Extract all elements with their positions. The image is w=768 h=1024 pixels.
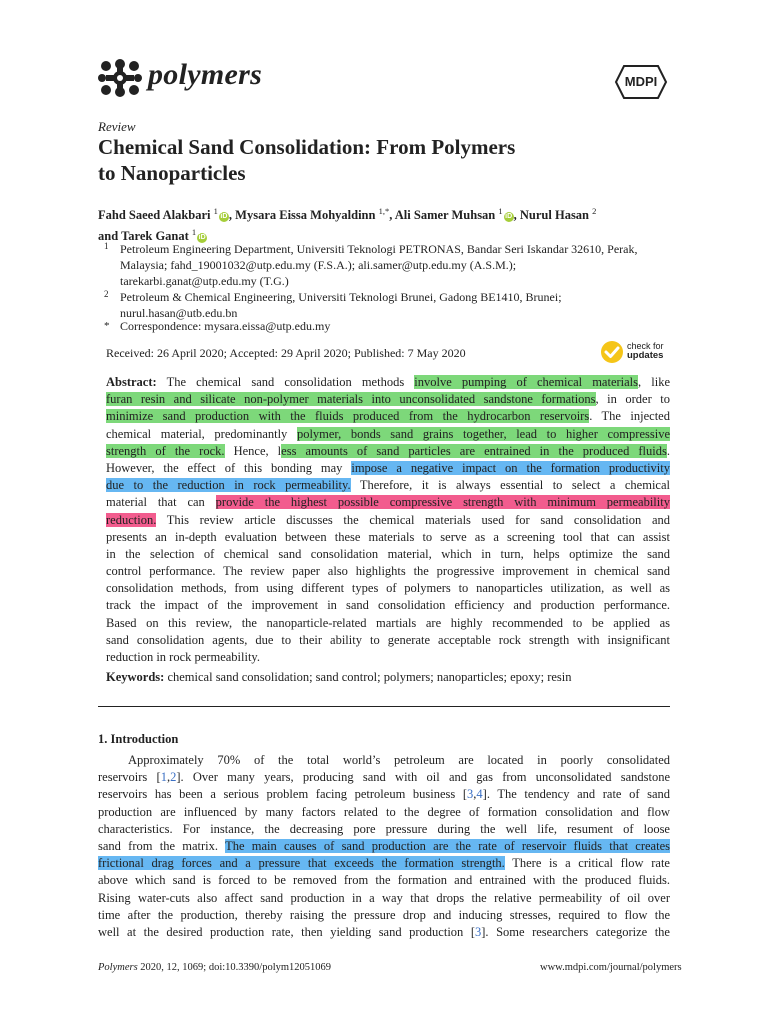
title-line-1: Chemical Sand Consolidation: From Polymers (98, 135, 516, 159)
citation-link[interactable]: 3 (467, 787, 474, 802)
affiliation-line: nurul.hasan@utb.edu.bn (120, 306, 238, 320)
check-updates-icon (600, 340, 624, 364)
abstract-line (106, 426, 670, 443)
abstract-text: . The injected (589, 409, 670, 424)
affiliation-1 (98, 241, 678, 289)
abstract-text: Hence, l (224, 443, 282, 458)
body-text: sand from the matrix. (98, 838, 226, 853)
keywords-label: Keywords: (106, 670, 165, 684)
affiliation-line: Petroleum & Chemical Engineering, Universiti Teknologi Brunei, Gadong BE1410, Brunei; (120, 290, 562, 304)
body-text: ]. Over many years, producing sand with oil and gas from unconsolidated sandstone (176, 770, 670, 785)
footer-url[interactable]: www.mdpi.com/journal/polymers (540, 962, 682, 973)
abstract-text: . (666, 443, 670, 458)
author-affiliation-sup: 1 (213, 206, 218, 216)
journal-name: polymers (148, 58, 263, 91)
highlight-green: strength of the rock. (106, 443, 225, 458)
abstract (106, 374, 670, 666)
abstract-line (106, 374, 670, 391)
author-separator: , (228, 208, 233, 223)
keywords (106, 670, 670, 685)
body-line (98, 924, 670, 941)
check-updates-line-2: updates (627, 350, 664, 361)
body-line: Approximately 70% of the total world’s petroleum are located in poorly consolidated (128, 753, 670, 767)
highlight-pink: provide the highest possible compressive strength with minimum permeability (215, 495, 670, 510)
mdpi-text: MDPI (624, 74, 658, 89)
title-line-2: to Nanoparticles (98, 161, 246, 185)
highlight-blue: impose a negative impact on the formation productivity (351, 460, 670, 475)
body-text: ]. The tendency and rate of sand (482, 787, 670, 802)
body-text: reservoirs [ (98, 770, 161, 785)
author-separator: , (389, 208, 393, 223)
highlight-green: ess amounts of sand particles are entrained in the produced fluids (281, 443, 667, 458)
highlight-green: minimize sand production with the fluids produced from the hydrocarbon reservoirs (106, 409, 590, 424)
body-text: There is a critical flow rate (504, 856, 670, 871)
author-name: Mysara Eissa Mohyaldinn (235, 208, 376, 223)
highlight-blue: due to the reduction in rock permeability. (106, 478, 351, 493)
correspondence-line: Correspondence: mysara.eissa@utp.edu.my (120, 319, 331, 333)
abstract-line (106, 391, 670, 408)
abstract-text: chemical material, predominantly (106, 426, 297, 441)
mdpi-logo (614, 64, 668, 100)
article-type: Review (98, 119, 136, 134)
abstract-line (106, 408, 670, 425)
abstract-text: material that can (106, 495, 216, 510)
body-text: well at the desired production rate, then yielding sand production [ (98, 924, 475, 939)
body-text: , (473, 787, 477, 802)
author-name: Fahd Saeed Alakbari (98, 208, 211, 223)
affiliation-2 (98, 289, 678, 321)
body-line: Rising water-cuts also affect sand production in a way that drops the relative permeability of oil over (98, 890, 670, 905)
citation-link[interactable]: 3 (475, 924, 482, 939)
orcid-icon[interactable]: iD (198, 234, 206, 242)
check-updates-line-1: check for (627, 341, 664, 351)
author-and: and (98, 229, 119, 244)
abstract-text: This review article discusses the chemical materials used for sand consolidation and (156, 512, 670, 527)
article-title (98, 134, 658, 186)
citation-link[interactable]: 1 (160, 770, 167, 785)
body-line (98, 769, 670, 786)
footer-cite-text: 2020, 12, 1069; doi:10.3390/polym12051069 (137, 962, 332, 973)
affiliation-line: Malaysia; fahd_19001032@utp.edu.my (F.S.A.); ali.samer@utp.edu.my (A.S.M.); (120, 258, 517, 272)
author-line-1 (98, 203, 678, 224)
author-name: Ali Samer Muhsan (394, 208, 496, 223)
body-text: ]. Some researchers categorize the (481, 924, 670, 939)
keywords-text: chemical sand consolidation; sand control; polymers; nanoparticles; epoxy; resin (167, 670, 572, 684)
abstract-line (106, 477, 670, 494)
author-list (98, 203, 678, 245)
section-divider (98, 706, 670, 707)
highlight-blue: The main causes of sand production are the rate of reservoir fluids that creates (225, 838, 670, 853)
section-heading: 1. Introduction (98, 732, 179, 746)
highlight-green: polymer, bonds sand grains together, lead to higher compressive (296, 426, 670, 441)
abstract-line: track the impact of the improvement in sand consolidation efficiency and production performance. (106, 598, 670, 613)
abstract-line: sand consolidation agents, due to their ability to generate acceptable rock strength with insignificant (106, 632, 670, 647)
abstract-text: The chemical sand consolidation methods (166, 375, 415, 389)
body-line (98, 838, 670, 855)
highlight-blue: frictional drag forces and a pressure that exceeds the formation strength. (98, 856, 505, 871)
abstract-text: , in order to (595, 392, 670, 407)
body-line: production are influenced by many factors related to the degree of formation consolidation and flow (98, 804, 670, 819)
orcid-icon[interactable]: iD (505, 213, 513, 221)
abstract-line (106, 460, 670, 477)
author-affiliation-sup: 1 (498, 206, 503, 216)
citation-link[interactable]: 4 (476, 787, 483, 802)
abstract-line: presents an in-depth evaluation between these materials to serve as a screening tool that can assist (106, 529, 670, 544)
abstract-line (106, 443, 670, 460)
citation-link[interactable]: 2 (170, 770, 177, 785)
affiliation-line: Petroleum Engineering Department, Universiti Teknologi PETRONAS, Bandar Seri Iskandar 32610, Perak, (120, 242, 638, 256)
abstract-line: Based on this review, the nanoparticle-related martials are highly recommended to be applied as (106, 615, 670, 630)
abstract-line: control performance. The review paper also highlights the progressive improvement in chemical sand (106, 564, 670, 579)
body-line (98, 786, 670, 803)
body-line (98, 855, 670, 872)
author-affiliation-sup: 1 (191, 227, 197, 238)
affiliation-number: 1 (104, 241, 109, 251)
abstract-text: However, the effect of this bonding may (106, 460, 352, 475)
polymers-logo-icon (98, 58, 142, 98)
highlight-green: involve pumping of chemical materials (414, 375, 639, 389)
highlight-pink: reduction. (106, 512, 157, 527)
publication-dates: Received: 26 April 2020; Accepted: 29 April 2020; Published: 7 May 2020 (106, 346, 466, 360)
body-text: reservoirs has been a serious problem facing petroleum business [ (98, 787, 468, 802)
abstract-line (106, 512, 670, 529)
footer-citation (98, 962, 331, 973)
check-for-updates-button[interactable] (600, 340, 670, 366)
orcid-icon[interactable]: iD (220, 213, 228, 221)
abstract-line: reduction in rock permeability. (106, 650, 260, 664)
abstract-text: Therefore, it is always essential to select a chemical (350, 478, 670, 493)
author-separator: , (513, 208, 517, 223)
body-line: above which sand is forced to be removed from the formation and entrained with the produced fluids. (98, 873, 670, 888)
author-name: Nurul Hasan (519, 208, 590, 223)
affiliation-number: 2 (104, 289, 109, 299)
body-line: time after the production, thereby raising the pressure drop and inducing stresses, required to flow the (98, 907, 670, 922)
abstract-line: consolidation methods, from using different types of polymers to nanoparticles utilization, as well as (106, 581, 670, 596)
author-affiliation-sup: 2 (592, 206, 597, 216)
author-affiliation-sup: 1,* (378, 206, 390, 216)
body-text: , (166, 770, 171, 785)
highlight-green: furan resin and silicate non-polymer materials into unconsolidated sandstone formations (106, 392, 596, 407)
abstract-text: , like (638, 375, 670, 389)
abstract-line (106, 494, 670, 511)
abstract-line: in the selection of chemical sand consolidation material, which in turn, helps optimize the sand (106, 546, 670, 561)
introduction-text (98, 752, 670, 941)
abstract-label: Abstract: (106, 375, 157, 389)
correspondence-mark: * (104, 320, 110, 332)
body-line: characteristics. For instance, the decreasing pore pressure during the well life, resument of loose (98, 821, 670, 836)
correspondence (98, 318, 678, 334)
author-name: Tarek Ganat (121, 229, 189, 244)
footer-journal: Polymers (98, 962, 138, 973)
affiliation-line: tarekarbi.ganat@utp.edu.my (T.G.) (120, 274, 289, 288)
